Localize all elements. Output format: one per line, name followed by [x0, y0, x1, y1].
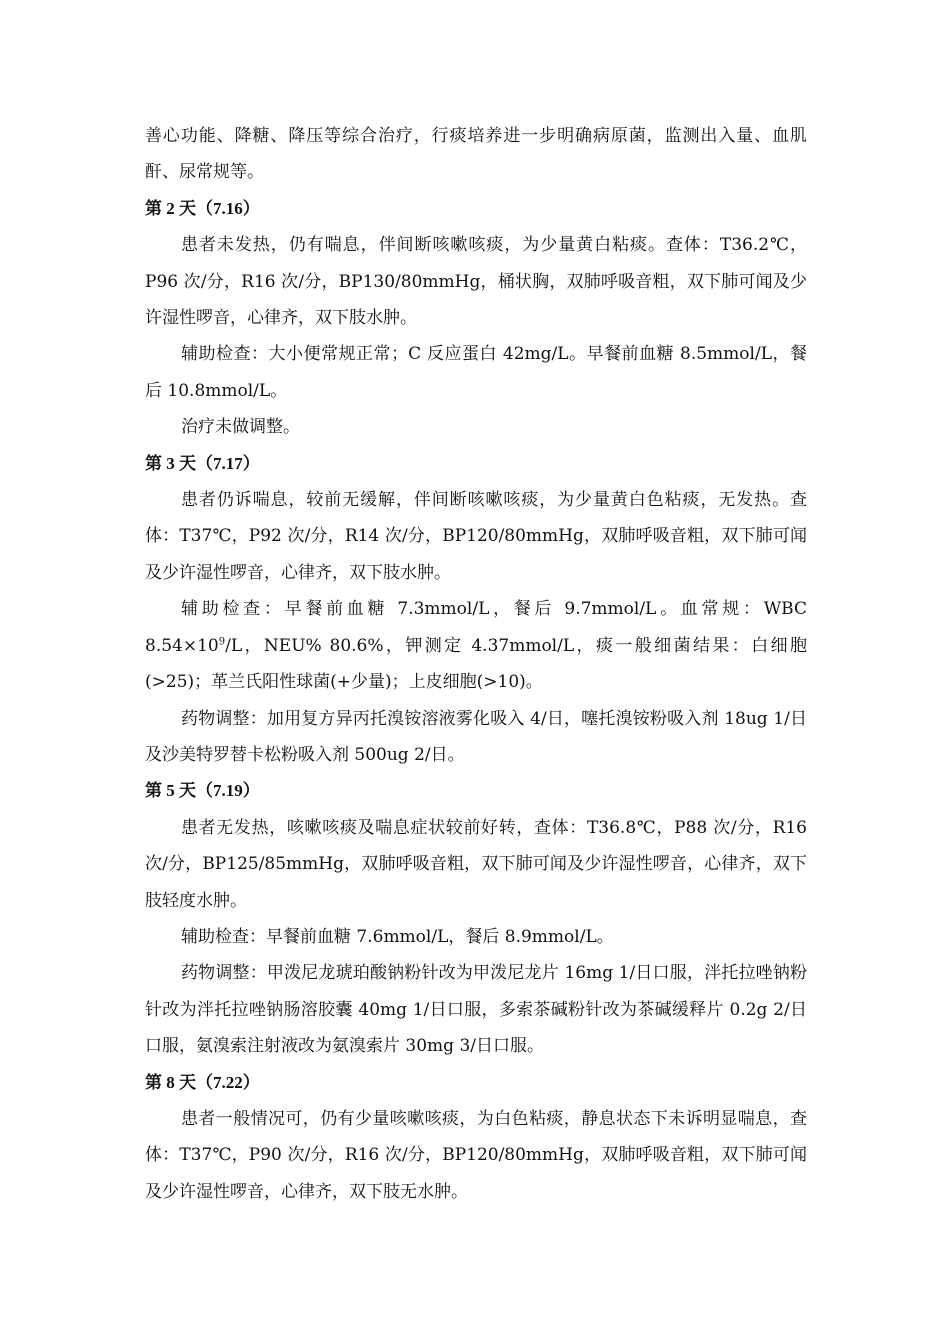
- intro-paragraph: 善心功能、降糖、降压等综合治疗，行痰培养进一步明确病原菌，监测出入量、血肌酐、尿常规等。: [145, 126, 807, 183]
- day2-heading-date: （7.16）: [196, 198, 260, 218]
- day3-heading-date: （7.17）: [196, 453, 260, 473]
- day2-heading-label: 第 2 天: [145, 198, 196, 218]
- day3-heading-label: 第 3 天: [145, 453, 196, 473]
- day5-aux-paragraph: 辅助检查：早餐前血糖 7.6mmol/L，餐后 8.9mmol/L。: [181, 926, 614, 947]
- day8-exam-paragraph: 患者一般情况可，仍有少量咳嗽咳痰，为白色粘痰，静息状态下未诉明显喘息，查体：T37℃，P90 次/分，R16 次/分，BP120/80mmHg，双肺呼吸音粗，双下肺可闻及少许湿性啰音，心律齐，双下肢无水肿。: [145, 1108, 807, 1202]
- day3-heading: [145, 446, 807, 482]
- day8-heading-label: 第 8 天: [145, 1072, 196, 1092]
- day3-med-paragraph: 药物调整：加用复方异丙托溴铵溶液雾化吸入 4/日，噻托溴铵粉吸入剂 18ug 1/日及沙美特罗替卡松粉吸入剂 500ug 2/日。: [145, 708, 807, 765]
- day5-heading-label: 第 5 天: [145, 781, 196, 801]
- day3-aux-text-2: /L，NEU% 80.6%，钾测定 4.37mmol/L，痰一般细菌结果：白细胞(>25)；革兰氏阳性球菌(+少量)；上皮细胞(>10)。: [145, 635, 807, 693]
- day3-exam-paragraph: 患者仍诉喘息，较前无缓解，伴间断咳嗽咳痰，为少量黄白色粘痰，无发热。查体：T37℃，P92 次/分，R14 次/分，BP120/80mmHg，双肺呼吸音粗，双下肺可闻及少许湿性啰音，心律齐，双下肢水肿。: [145, 490, 807, 583]
- day3-aux-paragraph: [145, 591, 807, 700]
- day2-heading: [145, 191, 807, 227]
- day2-exam-paragraph: 患者未发热，仍有喘息，伴间断咳嗽咳痰，为少量黄白粘痰。查体：T36.2℃，P96 次/分，R16 次/分，BP130/80mmHg，桶状胸，双肺呼吸音粗，双下肺可闻及少许湿性啰音，心律齐，双下肢水肿。: [145, 235, 807, 329]
- day3-aux-text-1: 辅助检查：早餐前血糖 7.3mmol/L，餐后 9.7mmol/L。血常规：WBC 8.54×10: [145, 599, 807, 656]
- day3-aux-superscript: 9: [218, 636, 226, 648]
- day5-exam-paragraph: 患者无发热，咳嗽咳痰及喘息症状较前好转，查体：T36.8℃，P88 次/分，R16 次/分，BP125/85mmHg，双肺呼吸音粗，双下肺可闻及少许湿性啰音，心律齐，双下肢轻度水肿。: [145, 817, 807, 911]
- day5-heading: [145, 773, 807, 809]
- day8-heading: [145, 1065, 807, 1101]
- day2-aux-paragraph: 辅助检查：大小便常规正常；C 反应蛋白 42mg/L。早餐前血糖 8.5mmol/L，餐后 10.8mmol/L。: [145, 344, 807, 401]
- day5-heading-date: （7.19）: [196, 781, 260, 801]
- day2-treatment-paragraph: 治疗未做调整。: [181, 417, 300, 438]
- day5-med-paragraph: 药物调整：甲泼尼龙琥珀酸钠粉针改为甲泼尼龙片 16mg 1/日口服，泮托拉唑钠粉针改为泮托拉唑钠肠溶胶囊 40mg 1/日口服，多索茶碱粉针改为茶碱缓释片 0.2g 2/日口服，氨溴索注射液改为氨溴索片 30mg 3/日口服。: [145, 963, 807, 1057]
- day8-heading-date: （7.22）: [196, 1072, 260, 1092]
- document-body: [145, 118, 807, 1210]
